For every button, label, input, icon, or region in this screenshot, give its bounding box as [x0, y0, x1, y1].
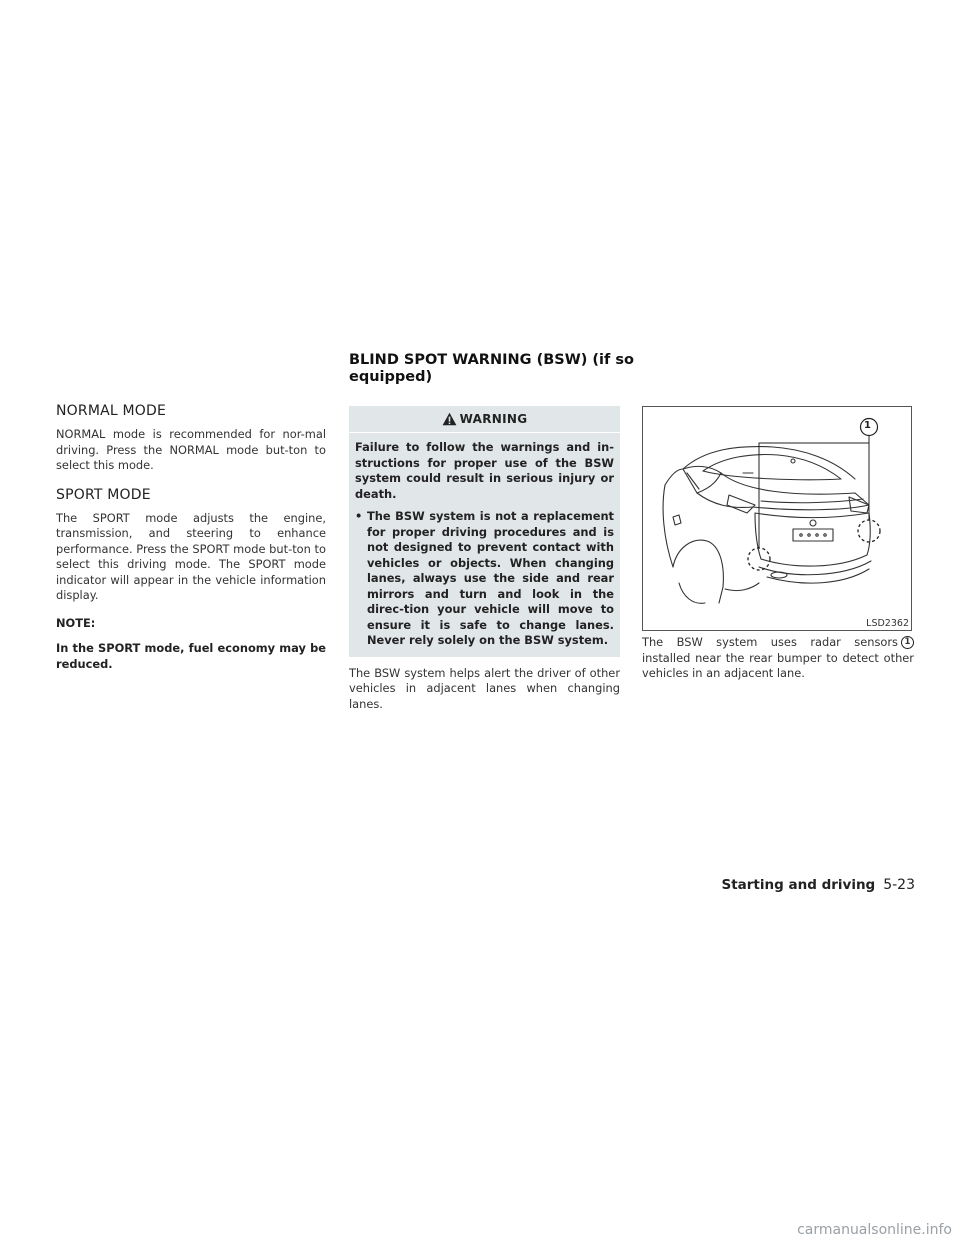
note-label: NOTE: — [56, 615, 96, 630]
warning-text: Failure to follow the warnings and in-structions for proper use of the BSW system could result in serious injury or death. — [355, 440, 614, 501]
bsw-intro-text: The BSW system helps alert the driver of other vehicles in adjacent lanes when changing lanes. — [349, 665, 620, 711]
figure-code: LSD2362 — [866, 618, 909, 629]
section-title-line1: BLIND SPOT WARNING (BSW) (if so — [349, 352, 634, 368]
section-title-line2: equipped) — [349, 369, 433, 385]
figure-callout-number: 1 — [864, 420, 871, 431]
bullet-mark: • — [355, 509, 363, 523]
bsw-sensor-text-before: The BSW system uses radar sensors — [642, 635, 898, 649]
page-number: 5-23 — [883, 877, 915, 893]
warning-box — [349, 406, 620, 657]
note-text: In the SPORT mode, fuel economy may be reduced. — [56, 641, 326, 671]
callout-number-icon: 1 — [901, 636, 914, 649]
left-column — [56, 402, 326, 684]
warning-label: WARNING — [459, 412, 528, 426]
bsw-sensor-figure — [642, 406, 912, 631]
middle-column — [349, 406, 620, 724]
warning-header — [349, 406, 620, 433]
warning-icon — [442, 412, 457, 426]
right-column — [642, 406, 914, 694]
warning-bullet — [355, 509, 614, 649]
normal-mode-heading: NORMAL MODE — [56, 403, 167, 419]
bsw-sensor-text — [642, 635, 914, 682]
footer-section-title: Starting and driving — [721, 877, 876, 893]
normal-mode-text: NORMAL mode is recommended for nor-mal driving. Press the NORMAL mode but-ton to select this mode. — [56, 427, 326, 472]
car-rear-illustration — [643, 407, 913, 632]
section-title — [349, 352, 649, 386]
page-footer — [721, 877, 915, 893]
watermark: carmanualsonline.info — [797, 1222, 952, 1238]
warning-bullet-text: The BSW system is not a replacement for proper driving procedures and is not designed to prevent contact with vehicles or objects. When changing lanes, always use the side and rear mirrors and turn and look in the direc-tion your vehicle will move to ensure it is safe to change lanes. Never rely solely on the BSW system. — [367, 509, 614, 647]
sport-mode-heading: SPORT MODE — [56, 486, 151, 503]
bsw-sensor-text-after: installed near the rear bumper to detect other vehicles in an adjacent lane. — [642, 650, 914, 680]
sport-mode-text: The SPORT mode adjusts the engine, transmission, and steering to enhance performance. Press the SPORT mode but-ton to select this driving mode. The SPORT mode indicator will appear in the vehicle information display. — [56, 510, 326, 602]
